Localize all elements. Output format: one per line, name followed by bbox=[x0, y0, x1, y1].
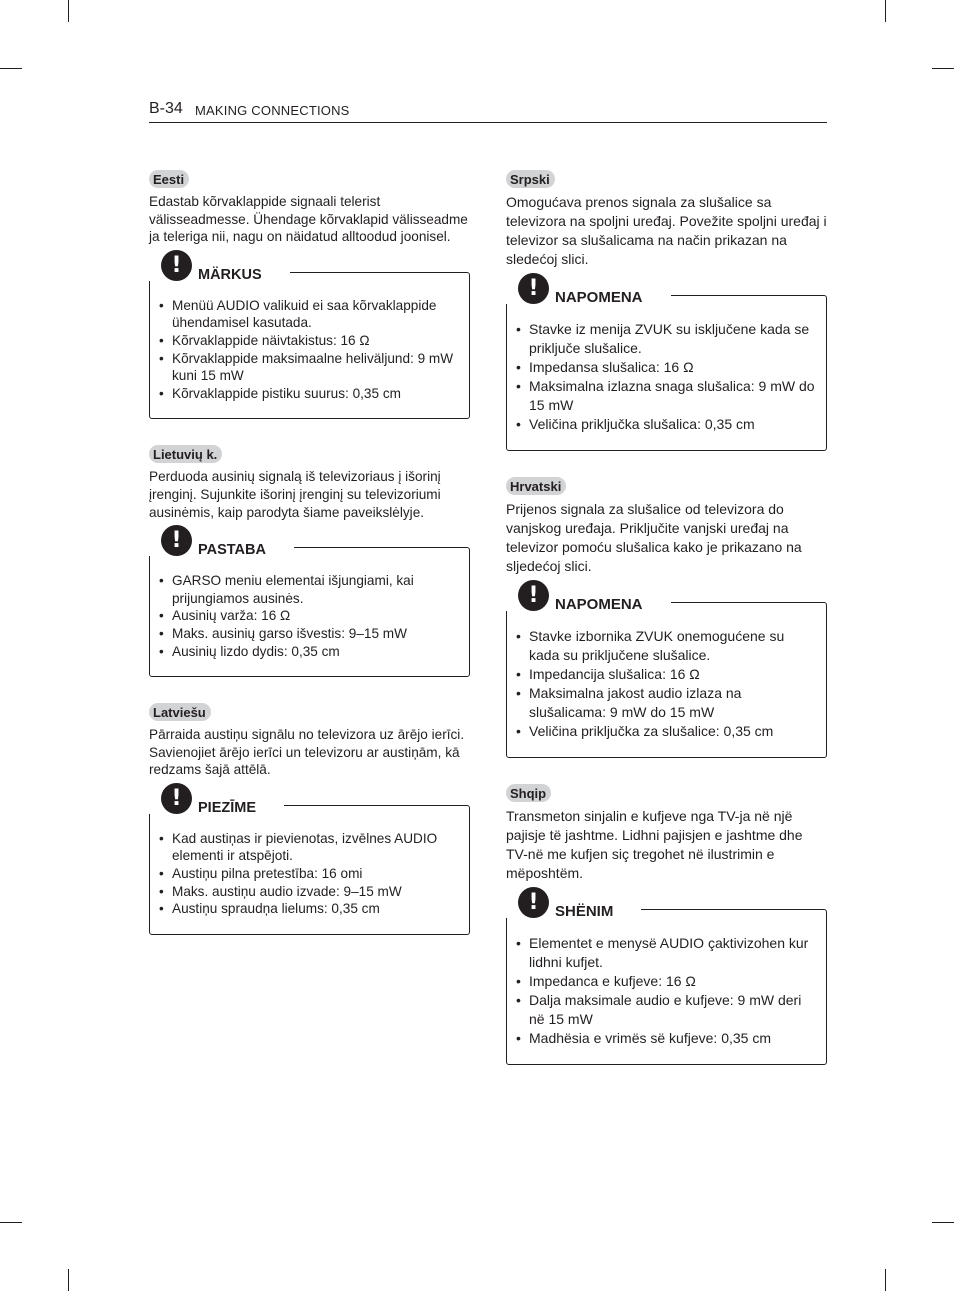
note-header bbox=[148, 249, 290, 281]
note-header bbox=[505, 886, 641, 918]
language-section bbox=[149, 445, 470, 677]
note-title: PIEZĪME bbox=[198, 799, 257, 816]
list-item: • Maks. ausinių garso išvestis: 9–15 mW bbox=[159, 625, 461, 643]
list-item: • Madhësia e vrimës së kufjeve: 0,35 cm bbox=[516, 1029, 818, 1048]
list-item: • Elementet e menysë AUDIO çaktivizohen kur lidhni kufjet. bbox=[516, 934, 818, 972]
language-description: Prijenos signala za slušalice od televizora do vanjskog uređaja. Priključite vanjski uređaj na televizor pomoću slušalica kako je prikazano na sljedećoj slici. bbox=[506, 501, 802, 574]
crop-mark bbox=[68, 0, 69, 22]
language-section bbox=[506, 477, 827, 758]
exclamation-icon: ! bbox=[518, 273, 549, 304]
language-description: Pārraida austiņu signālu no televizora uz ārējo ierīci. Savienojiet ārējo ierīci un televizoru ar austiņām, kā redzams šajā attēlā. bbox=[149, 727, 465, 778]
list-item: • Ausinių varža: 16 Ω bbox=[159, 607, 461, 625]
crop-mark bbox=[0, 68, 22, 69]
language-section bbox=[506, 170, 827, 451]
list-item: • Ausinių lizdo dydis: 0,35 cm bbox=[159, 643, 461, 661]
exclamation-icon: ! bbox=[161, 250, 192, 281]
language-tag: Srpski bbox=[506, 170, 555, 188]
language-description: Perduoda ausinių signalą iš televizoriaus į išorinį įrenginį. Sujunkite išorinį įrenginį su televizoriumi ausinėmis, kaip parodyta šiame paveikslėlyje. bbox=[149, 469, 441, 520]
list-item: • Kõrvaklappide pistiku suurus: 0,35 cm bbox=[159, 385, 461, 403]
note-header bbox=[148, 524, 294, 559]
note-list bbox=[159, 830, 461, 918]
list-item: • Dalja maksimale audio e kufjeve: 9 mW deri në 15 mW bbox=[516, 991, 818, 1029]
note-header bbox=[505, 272, 671, 304]
crop-mark bbox=[885, 1269, 886, 1291]
left-column bbox=[149, 170, 470, 961]
language-description: Edastab kõrvaklappide signaali telerist välisseadmesse. Ühendage kõrvaklapid välisseadme ja teleriga nii, nagu on näidatud alltoodud joonisel. bbox=[149, 194, 468, 245]
language-section bbox=[149, 170, 470, 419]
list-item: • Impedancija slušalica: 16 Ω bbox=[516, 665, 818, 684]
exclamation-icon: ! bbox=[161, 525, 192, 556]
note-list bbox=[159, 297, 461, 403]
language-tag: Latviešu bbox=[149, 703, 211, 721]
exclamation-icon: ! bbox=[518, 887, 549, 918]
list-item: • Maksimalna izlazna snaga slušalica: 9 mW do 15 mW bbox=[516, 377, 818, 415]
list-item: • Kõrvaklappide maksimaalne heliväljund: 9 mW kuni 15 mW bbox=[159, 350, 461, 385]
language-tag: Shqip bbox=[506, 784, 551, 802]
list-item: • Impedansa slušalica: 16 Ω bbox=[516, 358, 818, 377]
list-item: • Kõrvaklappide näivtakistus: 16 Ω bbox=[159, 332, 461, 350]
list-item: • Austiņu spraudņa lielums: 0,35 cm bbox=[159, 900, 461, 918]
list-item: • Maksimalna jakost audio izlaza na slušalicama: 9 mW do 15 mW bbox=[516, 684, 818, 722]
section-title: MAKING CONNECTIONS bbox=[195, 103, 350, 118]
list-item: • Menüü AUDIO valikuid ei saa kõrvaklappide ühendamisel kasutada. bbox=[159, 297, 461, 332]
note-box bbox=[506, 276, 827, 451]
note-box bbox=[149, 252, 470, 420]
note-list bbox=[516, 627, 818, 741]
note-list bbox=[159, 572, 461, 660]
list-item: • Kad austiņas ir pievienotas, izvēlnes AUDIO elementi ir atspējoti. bbox=[159, 830, 461, 865]
list-item: • Stavke izbornika ZVUK onemogućene su kada su priključene slušalice. bbox=[516, 627, 818, 665]
note-title: NAPOMENA bbox=[555, 596, 643, 613]
list-item: • Maks. austiņu audio izvade: 9–15 mW bbox=[159, 883, 461, 901]
crop-mark bbox=[68, 1269, 69, 1291]
language-tag: Eesti bbox=[149, 170, 189, 188]
note-header bbox=[148, 782, 284, 814]
note-box bbox=[506, 583, 827, 758]
note-list bbox=[516, 320, 818, 434]
crop-mark bbox=[932, 68, 954, 69]
right-column bbox=[506, 170, 827, 1091]
language-tag: Lietuvių k. bbox=[149, 445, 222, 463]
note-title: PASTABA bbox=[198, 542, 266, 559]
list-item: • GARSO meniu elementai išjungiami, kai prijungiamos ausinės. bbox=[159, 572, 461, 607]
note-list bbox=[516, 934, 818, 1048]
exclamation-icon: ! bbox=[161, 783, 192, 814]
crop-mark bbox=[0, 1222, 22, 1223]
list-item: • Veličina priključka slušalica: 0,35 cm bbox=[516, 415, 818, 434]
exclamation-icon: ! bbox=[518, 580, 549, 611]
note-box bbox=[506, 890, 827, 1065]
note-box bbox=[149, 785, 470, 935]
language-description: Transmeton sinjalin e kufjeve nga TV-ja në një pajisje të jashtme. Lidhni pajisjen e jashtme dhe TV-në me kufjen siç tregohet në ilustrimin e mëposhtëm. bbox=[506, 808, 803, 881]
note-title: NAPOMENA bbox=[555, 289, 643, 306]
crop-mark bbox=[885, 0, 886, 22]
note-header bbox=[505, 579, 671, 611]
note-title: SHËNIM bbox=[555, 903, 614, 920]
page-header bbox=[149, 100, 827, 123]
list-item: • Veličina priključka za slušalice: 0,35 cm bbox=[516, 722, 818, 741]
list-item: • Impedanca e kufjeve: 16 Ω bbox=[516, 972, 818, 991]
language-section bbox=[149, 703, 470, 935]
note-title: MÄRKUS bbox=[198, 266, 262, 283]
language-section bbox=[506, 784, 827, 1065]
list-item: • Stavke iz menija ZVUK su isključene kada se priključe slušalice. bbox=[516, 320, 818, 358]
crop-mark bbox=[932, 1222, 954, 1223]
page-number: B-34 bbox=[149, 100, 183, 117]
language-tag: Hrvatski bbox=[506, 477, 566, 495]
note-box bbox=[149, 528, 470, 677]
list-item: • Austiņu pilna pretestība: 16 omi bbox=[159, 865, 461, 883]
language-description: Omogućava prenos signala za slušalice sa televizora na spoljni uređaj. Povežite spoljni uređaj i televizor sa slušalicama na način prikazan na sledećoj slici. bbox=[506, 194, 827, 267]
